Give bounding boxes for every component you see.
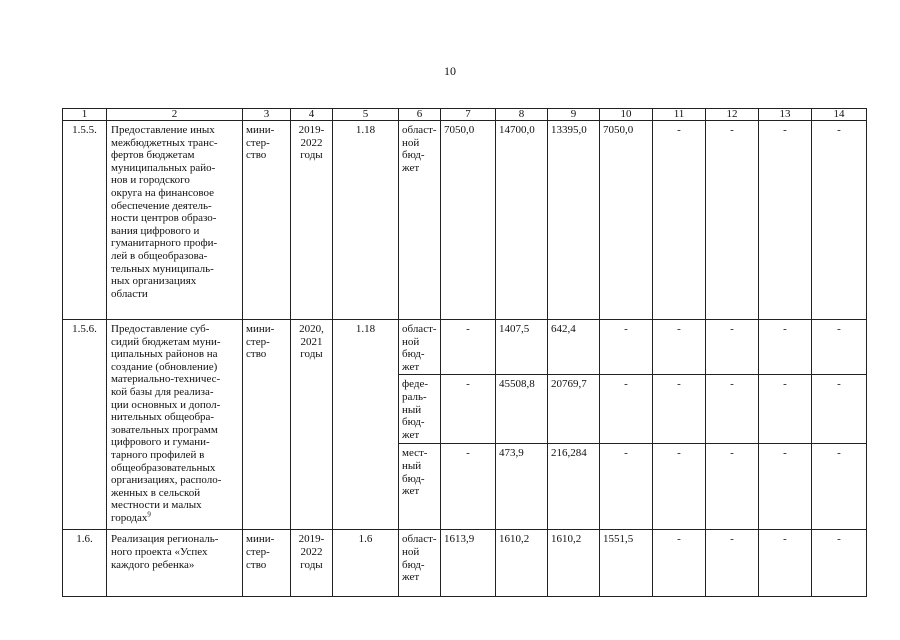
column-header: 6 xyxy=(399,109,441,121)
funding-source-text: мест- ный бюд- жет xyxy=(402,447,428,498)
funding-value-text: 1407,5 xyxy=(499,323,530,335)
executor xyxy=(243,320,291,530)
funding-source xyxy=(399,320,441,375)
indicator-code xyxy=(333,121,399,320)
column-header: 2 xyxy=(107,109,243,121)
funding-value-text: - xyxy=(677,323,681,335)
funding-source xyxy=(399,444,441,530)
funding-value xyxy=(812,320,867,375)
funding-value xyxy=(812,121,867,320)
item-number-text: 1.5.6. xyxy=(72,323,97,335)
item-name xyxy=(107,121,243,320)
funding-value xyxy=(759,375,812,444)
funding-source-text: област- ной бюд- жет xyxy=(402,533,437,584)
funding-source-text: феде- раль- ный бюд- жет xyxy=(402,378,429,441)
column-header: 9 xyxy=(548,109,600,121)
column-header: 14 xyxy=(812,109,867,121)
indicator-code-text: 1.18 xyxy=(355,323,376,335)
funding-value xyxy=(812,375,867,444)
item-number-text: 1.5.5. xyxy=(72,124,97,136)
funding-value xyxy=(759,444,812,530)
funding-value xyxy=(653,320,706,375)
funding-value xyxy=(600,320,653,375)
funding-value-text: - xyxy=(837,124,841,136)
footnote-marker: 9 xyxy=(147,510,151,519)
funding-value xyxy=(706,375,759,444)
funding-value-text: 216,284 xyxy=(551,447,587,460)
funding-value-text: 473,9 xyxy=(499,447,524,460)
funding-value xyxy=(548,444,600,530)
budget-table xyxy=(62,108,867,597)
column-header: 7 xyxy=(441,109,496,121)
item-number xyxy=(63,121,107,320)
funding-value xyxy=(653,444,706,530)
funding-value xyxy=(653,121,706,320)
funding-value xyxy=(496,530,548,597)
period xyxy=(291,320,333,530)
item-name-text: Предоставление суб- сидий бюджетам муни- ципальных районов на создание (обновление) материально-техничес- кой базы для реализа- ции основных и допол- нительных общеобра- зовательных программ цифрового и гумани- тарного профилей в общеобразовательных организациях, располо- женных в сельской местности и малых городах$^9$ xyxy=(111,323,222,524)
funding-value xyxy=(706,121,759,320)
column-header: 8 xyxy=(496,109,548,121)
period xyxy=(291,121,333,320)
funding-value-text: - xyxy=(837,378,841,391)
funding-value xyxy=(441,375,496,444)
funding-value-text: 20769,7 xyxy=(551,378,587,391)
funding-value-text: - xyxy=(730,378,734,391)
funding-value-text: - xyxy=(624,447,628,460)
column-header: 13 xyxy=(759,109,812,121)
funding-value xyxy=(653,530,706,597)
funding-value xyxy=(759,121,812,320)
funding-value-text: - xyxy=(730,533,734,546)
funding-value xyxy=(441,444,496,530)
funding-value xyxy=(496,320,548,375)
item-name-text: Предоставление иных межбюджетных транс- фертов бюджетам муниципальных райо- нов и городского округа на финансовое обеспечение деятель- ности центров образо- вания цифрового и гуманитарного профи- лей в общеобразова- тельных муниципаль- ных организациях области xyxy=(111,124,218,300)
funding-value xyxy=(441,121,496,320)
funding-value xyxy=(548,121,600,320)
item-number xyxy=(63,530,107,597)
funding-value-text: - xyxy=(466,378,470,391)
funding-value-text: 1551,5 xyxy=(603,533,634,546)
column-header: 3 xyxy=(243,109,291,121)
column-header: 10 xyxy=(600,109,653,121)
funding-source-text: област- ной бюд- жет xyxy=(402,124,437,174)
funding-value xyxy=(600,444,653,530)
funding-value-text: 14700,0 xyxy=(499,124,535,136)
funding-value xyxy=(496,375,548,444)
funding-value-text: - xyxy=(783,533,787,546)
funding-value xyxy=(653,375,706,444)
funding-value xyxy=(548,375,600,444)
funding-value xyxy=(548,320,600,375)
funding-source xyxy=(399,121,441,320)
item-name-text: Реализация региональ- ного проекта «Успех каждого ребенка» xyxy=(111,533,219,571)
column-header: 12 xyxy=(706,109,759,121)
funding-value-text: 13395,0 xyxy=(551,124,587,136)
column-header: 5 xyxy=(333,109,399,121)
funding-value-text: - xyxy=(466,323,470,335)
funding-source xyxy=(399,530,441,597)
funding-value-text: - xyxy=(783,124,787,136)
page-number: 10 xyxy=(444,64,456,78)
funding-value-text: - xyxy=(624,323,628,335)
funding-value-text: 1610,2 xyxy=(551,533,582,546)
funding-value xyxy=(600,375,653,444)
funding-value xyxy=(600,121,653,320)
funding-value-text: 1610,2 xyxy=(499,533,530,546)
funding-value-text: 642,4 xyxy=(551,323,576,335)
funding-value-text: 7050,0 xyxy=(444,124,475,136)
funding-value xyxy=(759,530,812,597)
funding-value-text: - xyxy=(783,323,787,335)
funding-value-text: - xyxy=(730,323,734,335)
funding-value-text: - xyxy=(677,124,681,136)
funding-value xyxy=(600,530,653,597)
executor-text: мини- стер- ство xyxy=(246,533,275,571)
executor-text: мини- стер- ство xyxy=(246,124,275,162)
funding-value xyxy=(759,320,812,375)
period-text: 2020, 2021 годы xyxy=(299,323,324,361)
funding-value-text: - xyxy=(466,447,470,460)
funding-value-text: - xyxy=(837,447,841,460)
funding-value-text: 45508,8 xyxy=(499,378,535,391)
funding-value xyxy=(548,530,600,597)
executor xyxy=(243,530,291,597)
funding-value xyxy=(441,320,496,375)
period xyxy=(291,530,333,597)
funding-value-text: 7050,0 xyxy=(603,124,634,136)
table-body xyxy=(63,109,867,597)
funding-value xyxy=(496,121,548,320)
funding-value-text: - xyxy=(624,378,628,391)
funding-value xyxy=(496,444,548,530)
item-number-text: 1.6. xyxy=(76,533,93,546)
item-name xyxy=(107,530,243,597)
period-text: 2019- 2022 годы xyxy=(298,124,325,162)
table-row xyxy=(63,530,867,597)
indicator-code-text: 1.18 xyxy=(355,124,376,136)
funding-value-text: 1613,9 xyxy=(444,533,475,546)
column-number-row xyxy=(63,109,867,121)
period-text: 2019- 2022 годы xyxy=(298,533,325,571)
funding-value-text: - xyxy=(837,323,841,335)
table-row xyxy=(63,121,867,320)
indicator-code-text: 1.6 xyxy=(358,533,373,546)
item-number xyxy=(63,320,107,530)
funding-value xyxy=(706,444,759,530)
funding-value-text: - xyxy=(783,378,787,391)
funding-value-text: - xyxy=(677,447,681,460)
funding-value-text: - xyxy=(677,378,681,391)
funding-source-text: област- ной бюд- жет xyxy=(402,323,437,373)
item-name xyxy=(107,320,243,530)
funding-value-text: - xyxy=(730,447,734,460)
funding-value xyxy=(812,530,867,597)
funding-value-text: - xyxy=(783,447,787,460)
table-row xyxy=(63,320,867,375)
column-header: 11 xyxy=(653,109,706,121)
funding-value-text: - xyxy=(730,124,734,136)
column-header: 1 xyxy=(63,109,107,121)
executor xyxy=(243,121,291,320)
indicator-code xyxy=(333,320,399,530)
column-header: 4 xyxy=(291,109,333,121)
funding-value-text: - xyxy=(837,533,841,546)
funding-value xyxy=(441,530,496,597)
funding-source xyxy=(399,375,441,444)
funding-value xyxy=(706,530,759,597)
indicator-code xyxy=(333,530,399,597)
funding-value xyxy=(706,320,759,375)
executor-text: мини- стер- ство xyxy=(246,323,275,361)
funding-value-text: - xyxy=(677,533,681,546)
funding-value xyxy=(812,444,867,530)
